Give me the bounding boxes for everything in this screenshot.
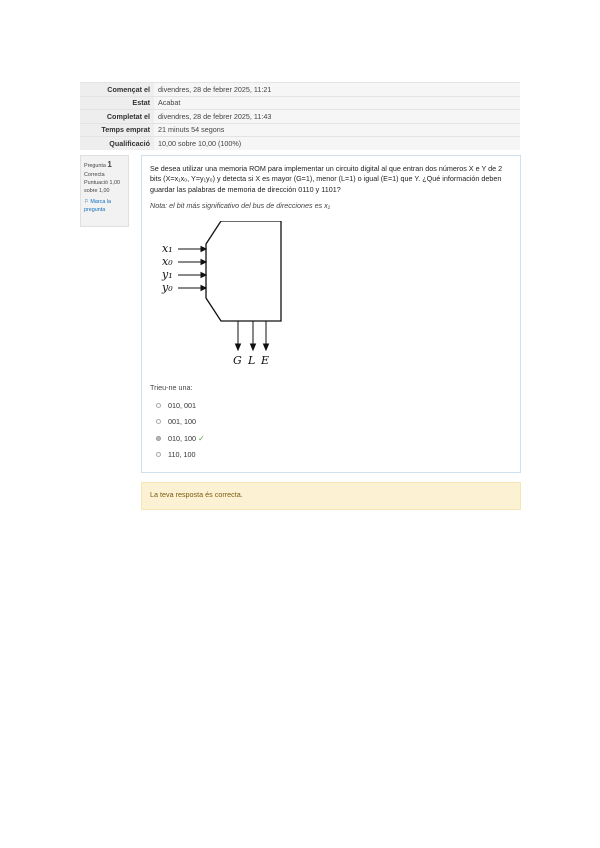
input-label-x0: x₀ [162, 255, 173, 268]
output-label-e: E [261, 354, 270, 367]
flag-icon: ⚐ [84, 199, 89, 206]
summary-row [80, 110, 520, 124]
answer-option-b[interactable] [156, 417, 196, 426]
question-info-panel [80, 155, 129, 227]
input-label-y0: y₀ [162, 281, 173, 294]
summary-label: Temps emprat [80, 123, 154, 137]
rom-block [206, 221, 281, 321]
summary-label: Començat el [80, 83, 154, 97]
summary-row [80, 123, 520, 137]
summary-row [80, 83, 520, 97]
radio-button-selected[interactable] [156, 436, 161, 441]
question-number [84, 159, 128, 171]
question-state: Correcta [84, 172, 105, 178]
summary-value: 21 minuts 54 segons [154, 123, 520, 137]
summary-value: 10,00 sobre 10,00 (100%) [154, 137, 520, 150]
arrowhead [201, 247, 206, 252]
input-label-x1: x₁ [162, 242, 173, 255]
answer-option-a[interactable] [156, 401, 196, 410]
arrowhead [201, 286, 206, 291]
check-icon: ✓ [197, 434, 205, 443]
answer-prompt: Trieu-ne una: [150, 383, 193, 392]
summary-value: divendres, 28 de febrer 2025, 11:43 [154, 110, 520, 124]
summary-value: divendres, 28 de febrer 2025, 11:21 [154, 83, 520, 97]
arrowhead [201, 260, 206, 265]
option-label: 110, 100 [168, 450, 196, 459]
answer-option-c[interactable] [156, 434, 205, 443]
radio-button[interactable] [156, 419, 161, 424]
question-content [141, 155, 521, 473]
attempt-summary-table [80, 82, 520, 150]
radio-button[interactable] [156, 403, 161, 408]
arrowhead [236, 344, 241, 350]
rom-diagram [156, 221, 286, 371]
summary-label: Qualificació [80, 137, 154, 150]
option-label: 010, 100 [168, 434, 196, 443]
summary-label: Estat [80, 96, 154, 110]
summary-row [80, 137, 520, 150]
flag-question-link[interactable] [84, 198, 128, 214]
input-label-y1: y₁ [162, 268, 173, 281]
arrowhead [201, 273, 206, 278]
question-text: Se desea utilizar una memoria ROM para implementar un circuito digital al que entran dos números X e Y de 2 bits (X=x₁x₀, Y=y₁y₀) y detecta si X es mayor (G=1), menor (L=1) o igual (E=1) que Y. ¿Qué información deben guardar las palabras de memoria de dirección 0110 y 1101? [150, 164, 503, 194]
flag-question-label: Marca la pregunta [84, 199, 112, 214]
answer-option-d[interactable] [156, 450, 195, 459]
arrowhead [264, 344, 269, 350]
question-mark-line1: Puntuació 1,00 [84, 180, 120, 187]
arrowhead [251, 344, 256, 350]
question-number-value: 1 [107, 160, 112, 169]
output-label-l: L [248, 354, 256, 367]
question-note: Nota: el bit más significativo del bus de direcciones es x₁ [150, 201, 331, 210]
feedback-message: La teva resposta és correcta. [141, 482, 521, 510]
question-prefix: Pregunta [84, 163, 106, 169]
summary-value: Acabat [154, 96, 520, 110]
summary-label: Completat el [80, 110, 154, 124]
option-label: 010, 001 [168, 401, 196, 410]
output-label-g: G [233, 354, 242, 367]
radio-button[interactable] [156, 452, 161, 457]
summary-row [80, 96, 520, 110]
question-mark-line2: sobre 1,00 [84, 188, 110, 195]
option-label: 001, 100 [168, 417, 196, 426]
